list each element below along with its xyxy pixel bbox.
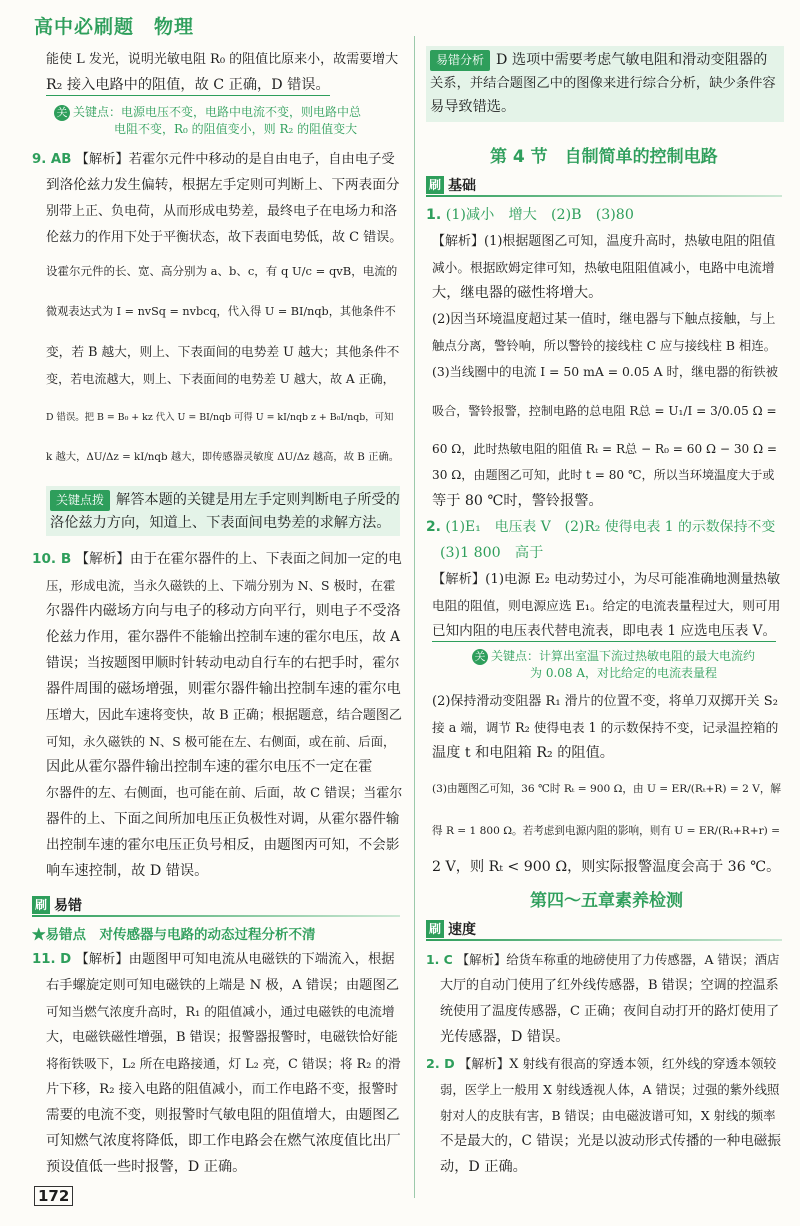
q1-line: (2)因当环境温度超过某一值时，继电器与下触点接触，与上 xyxy=(432,312,776,327)
q1-line: 60 Ω，此时热敏电阻的阻值 Rₜ = R总 − R₀ = 60 Ω − 30 Ω = xyxy=(432,442,778,456)
brush-icon: 刷 xyxy=(426,920,444,938)
q2-line: 2 V，则 Rₜ < 900 Ω，则实际报警温度会高于 36 ℃。 xyxy=(432,859,781,875)
q1-line: 吸合，警铃报警，控制电路的总电阻 R总 = U₁/I = 3/0.05 Ω = xyxy=(432,404,777,418)
section-title: 第 4 节 自制简单的控制电路 xyxy=(490,147,718,167)
q9-line: 微观表达式为 I = nvSq = nvbcq，代入得 U = BI/nqb，其他条件不 xyxy=(46,305,396,318)
q11-line: 可知燃气浓度将降低，即工作电路会在燃气浓度值比出厂 xyxy=(46,1133,401,1149)
q10-line: 伦兹力作用，霍尔器件不能输出控制车速的霍尔电压，故 A xyxy=(46,629,400,645)
q2-line: 温度 t 和电阻箱 R₂ 的阻值。 xyxy=(432,745,614,761)
q1-line: 减小。根据欧姆定律可知，热敏电阻阻值减小，电路中电流增 xyxy=(432,260,775,275)
r2-line: 弱，医学上一般用 X 射线透视人体，A 错误；过强的紫外线照 xyxy=(440,1082,780,1097)
q1-line: 大，继电器的磁性将增大。 xyxy=(432,285,603,301)
q9-line: 设霍尔元件的长、宽、高分别为 a、b、c，有 q U/c = qvB，电流的 xyxy=(46,264,398,278)
r2-line: 2. D 【解析】X 射线有很高的穿透本领，红外线的穿透本领较 xyxy=(426,1056,777,1071)
q10-line: 因此从霍尔器件输出控制车速的霍尔电压不一定在霍 xyxy=(46,759,373,775)
page-header-title: 高中必刷题 物理 xyxy=(34,16,195,38)
q10-line: 器件的上、下面之间所加电压正负极性对调，从霍尔器件输 xyxy=(46,811,400,827)
keypoint-note: 关 关键点：电源电压不变，电路中电流不变，则电路中总 xyxy=(54,104,361,121)
r2-line: 不是最大的，C 错误；光是以波动形式传播的一种电磁振 xyxy=(440,1133,781,1149)
q2-line: 【解析】(1)电源 E₂ 电动势过小，为尽可能准确地测量热敏 xyxy=(432,572,781,587)
keypoint-note: 关 关键点：计算出室温下流过热敏电阻的最大电流约 xyxy=(472,648,755,665)
q11-line: 11. D 【解析】由题图甲可知电流从电磁铁的下端流入，根据 xyxy=(32,952,395,967)
easy-point: ★易错点 对传感器与电路的动态过程分析不清 xyxy=(32,927,316,943)
q2-line: (3)由题图乙可知，36 ℃时 Rₜ = 900 Ω，由 U = ER/(Rₜ+R) = 2 V，解 xyxy=(432,783,782,795)
q10-line: 器件周围的磁场增强，则霍尔器件输出控制车速的霍尔电 xyxy=(46,681,401,697)
q2-line: 电阻的阻值，则电源应选 E₁。给定的电流表量程过大，则可用 xyxy=(432,598,781,613)
q1-line: 触点分离，警铃响，所以警铃的接线柱 C 应与接线柱 B 相连。 xyxy=(432,338,777,353)
analysis-line: 关系，并结合题图乙中的图像来进行综合分析，缺少条件容 xyxy=(430,76,776,91)
q1-line: (3)当线圈中的电流 I = 50 mA = 0.05 A 时，继电器的衔铁被 xyxy=(432,364,778,379)
q10-line: 尔器件内磁场方向与电子的移动方向平行，则电子不受洛 xyxy=(46,603,401,619)
tip-line: 洛伦兹力方向，知道上、下表面间电势差的求解方法。 xyxy=(50,515,391,531)
q9-line: 伦兹力的作用下处于平衡状态，故下表面电势低，故 C 错误。 xyxy=(46,230,403,245)
q9-line: D 错误。把 B = B₀ + kz 代入 U = BI/nqb 可得 U = kI/nqb z + B₀I/nqb，可知 xyxy=(46,412,394,423)
q9-line: 变，若电流越大，则上、下表面间的电势差 U 越大，故 A 正确， xyxy=(46,372,395,386)
q2-answer: 2. (1)E₁ 电压表 V (2)R₂ 使得电表 1 的示数保持不变 xyxy=(426,519,776,535)
q10-line: 10. B 【解析】由于在霍尔器件的上、下表面之间加一定的电 xyxy=(32,551,402,567)
section-basic: 刷 基础 xyxy=(426,174,782,196)
q2-line: 接 a 端，调节 R₂ 使得电表 1 的示数保持不变，记录温控箱的 xyxy=(432,720,779,735)
q10-line: 响车速控制，故 D 错误。 xyxy=(46,863,209,879)
q9-line: k 越大，ΔU/Δz = kI/nqb 越大，即传感器灵敏度 ΔU/Δz 越高，故 B 正确。 xyxy=(46,451,400,463)
q11-line: 可知当燃气浓度升高时，R₁ 的阻值减小，通过电磁铁的电流增 xyxy=(46,1004,395,1019)
keypoint-note-line: 电阻不变，R₀ 的阻值变小，则 R₂ 的阻值变大 xyxy=(114,122,358,136)
q11-line: 大，电磁铁磁性增强，B 错误；报警器报警时，电磁铁恰好能 xyxy=(46,1030,398,1045)
q11-line: 片下移，R₂ 接入电路的阻值减小，而工作电路不变，报警时 xyxy=(46,1082,398,1097)
chapter-title: 第四～五章素养检测 xyxy=(530,891,683,911)
r1-line: 1. C 【解析】给货车称重的地磅使用了力传感器，A 错误；酒店 xyxy=(426,952,780,967)
r2-line: 动，D 正确。 xyxy=(440,1159,527,1175)
keypoint-note-line: 为 0.08 A，对比给定的电流表量程 xyxy=(530,666,718,680)
analysis-line: 易导致错选。 xyxy=(430,99,516,115)
q2-line: 已知内阻的电压表代替电流表，即电表 1 应选电压表 V。 xyxy=(432,622,776,642)
q1-line: 30 Ω，由题图乙可知，此时 t = 80 ℃，所以当环境温度大于或 xyxy=(432,468,775,482)
section-easy-wrong: 刷 易错 xyxy=(32,894,400,916)
q9-line: 9. AB 【解析】若霍尔元件中移动的是自由电子，自由电子受 xyxy=(32,152,395,167)
q10-line: 尔器件的左、右侧面，也可能在前、后面，故 C 错误；当霍尔 xyxy=(46,786,403,801)
q9-line: 别带上正、负电荷，从而形成电势差，最终电子在电场力和洛 xyxy=(46,204,398,219)
q11-line: 右手螺旋定则可知电磁铁的上端是 N 极，A 错误；由题图乙 xyxy=(46,978,400,993)
q11-line: 将衔铁吸下，L₂ 所在电路接通，灯 L₂ 亮，C 错误；将 R₂ 的滑 xyxy=(46,1056,401,1071)
q10-line: 压，形成电流，当永久磁铁的上、下端分别为 N、S 极时，在霍 xyxy=(46,578,396,593)
key-icon: 关 xyxy=(54,105,70,121)
analysis-line: 易错分析 D 选项中需要考虑气敏电阻和滑动变阻器的 xyxy=(430,50,767,71)
tip-line: 关键点拨 解答本题的关键是用左手定则判断电子所受的 xyxy=(50,490,400,511)
intro-line: R₂ 接入电路中的阻值，故 C 正确，D 错误。 xyxy=(46,76,330,96)
q10-line: 错误；当按题图甲顺时针转动电动自行车的右把手时，霍尔 xyxy=(46,655,400,671)
q1-line: 【解析】(1)根据题图乙可知，温度升高时，热敏电阻的阻值 xyxy=(432,234,776,249)
q9-line: 到洛伦兹力发生偏转，根据左手定则可判断上、下两表面分 xyxy=(46,177,400,193)
q1-answer: 1. (1)减小 增大 (2)B (3)80 xyxy=(426,207,634,223)
q10-line: 出控制车速的霍尔电压正负号相反，由题图丙可知，不会影 xyxy=(46,837,400,853)
r1-line: 大厅的自动门使用了红外线传感器，B 错误；空调的控温系 xyxy=(440,978,779,993)
analysis-tag: 易错分析 xyxy=(430,50,490,71)
r2-line: 射对人的皮肤有害，B 错误；由电磁波谱可知，X 射线的频率 xyxy=(440,1108,776,1123)
page-number: 172 xyxy=(34,1186,73,1206)
section-speed: 刷 速度 xyxy=(426,918,782,940)
brush-icon: 刷 xyxy=(426,176,444,194)
q2-line: 得 R = 1 800 Ω。若考虑到电源内阻的影响，则有 U = ER/(Rₜ+R+r) = xyxy=(432,825,781,837)
q11-line: 预设值低一些时报警，D 正确。 xyxy=(46,1159,247,1175)
q2-answer-line: (3)1 800 高于 xyxy=(440,545,544,561)
q2-line: (2)保持滑动变阻器 R₁ 滑片的位置不变，将单刀双掷开关 S₂ xyxy=(432,694,778,709)
q10-line: 可知，永久磁铁的 N、S 极可能在左、右侧面，或在前、后面， xyxy=(46,734,396,749)
intro-line: 能使 L 发光，说明光敏电阻 R₀ 的阻值比原来小，故需要增大 xyxy=(46,52,399,67)
r1-line: 统使用了温度传感器，C 正确；夜间自动打开的路灯使用了 xyxy=(440,1004,780,1019)
r1-line: 光传感器，D 错误。 xyxy=(440,1029,570,1045)
key-icon: 关 xyxy=(472,649,488,665)
q11-line: 需要的电流不变，则报警时气敏电阻的阻值增大，由题图乙 xyxy=(46,1107,400,1123)
q9-line: 变，若 B 越大，则上、下表面间的电势差 U 越大；其他条件不 xyxy=(46,344,400,359)
tip-tag: 关键点拨 xyxy=(50,490,110,511)
q1-line: 等于 80 ℃时，警铃报警。 xyxy=(432,493,603,509)
q10-line: 压增大，因此车速将变快，故 B 正确；根据题意，结合题图乙 xyxy=(46,708,402,723)
column-divider xyxy=(414,36,415,1198)
brush-icon: 刷 xyxy=(32,896,50,914)
